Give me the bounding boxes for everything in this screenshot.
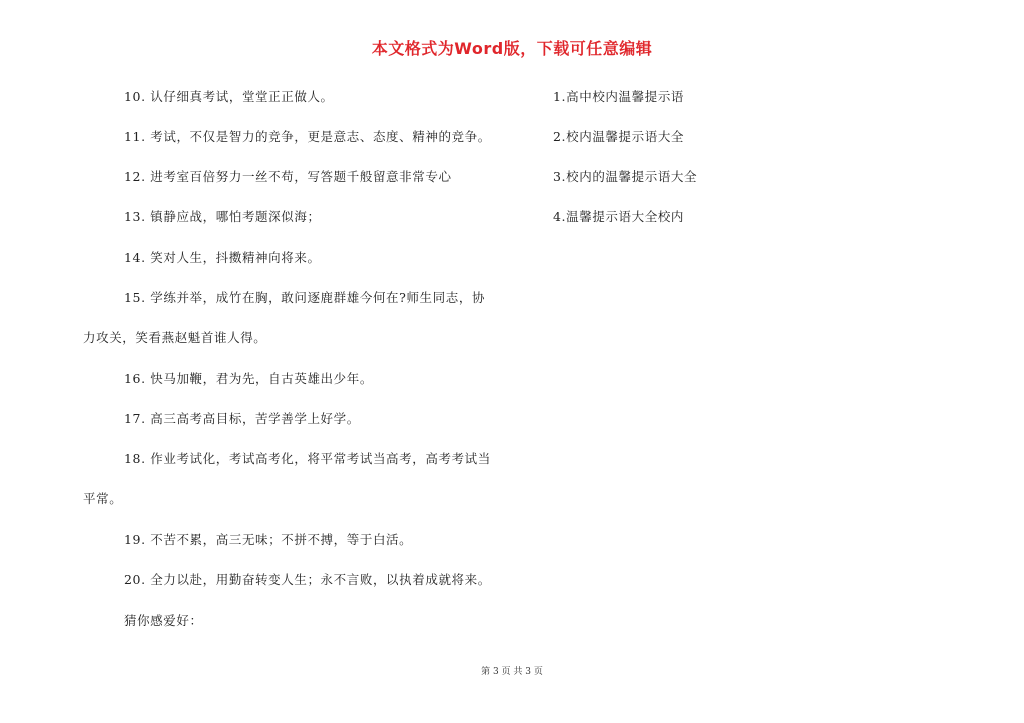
slogan-item-17: 17. 高三高考高目标，苦学善学上好学。 (124, 411, 360, 426)
document-banner: 本文格式为Word版，下载可任意编辑 (371, 39, 653, 58)
slogan-item-12: 12. 进考室百倍努力一丝不苟，写答题千般留意非常专心 (124, 169, 452, 184)
slogan-item-15-continued: 力攻关，笑看燕赵魁首谁人得。 (83, 330, 267, 345)
slogan-item-13: 13. 镇静应战，哪怕考题深似海； (124, 209, 321, 224)
slogan-item-20: 20. 全力以赴，用勤奋转变人生；永不言败，以执着成就将来。 (124, 572, 491, 587)
slogan-item-15: 15. 学练并举，成竹在胸，敢问逐鹿群雄今何在?师生同志，协 (124, 290, 486, 305)
related-link-3[interactable]: 3.校内的温馨提示语大全 (553, 169, 698, 184)
slogan-item-11: 11. 考试，不仅是智力的竞争，更是意志、态度、精神的竞争。 (124, 129, 491, 144)
related-heading: 猜你感爱好： (124, 613, 203, 628)
slogan-item-10: 10. 认仔细真考试，堂堂正正做人。 (124, 89, 334, 104)
slogan-item-14: 14. 笑对人生，抖擞精神向将来。 (124, 250, 321, 265)
slogan-item-19: 19. 不苦不累，高三无味；不拼不搏，等于白活。 (124, 532, 413, 547)
slogan-item-18-continued: 平常。 (83, 491, 123, 506)
slogan-item-18: 18. 作业考试化，考试高考化，将平常考试当高考，高考考试当 (124, 451, 491, 466)
related-link-4[interactable]: 4.温馨提示语大全校内 (553, 209, 685, 224)
page-number: 第 3 页 共 3 页 (481, 667, 543, 677)
related-link-2[interactable]: 2.校内温馨提示语大全 (553, 129, 685, 144)
slogan-item-16: 16. 快马加鞭，君为先，自古英雄出少年。 (124, 371, 373, 386)
related-link-1[interactable]: 1.高中校内温馨提示语 (553, 89, 685, 104)
